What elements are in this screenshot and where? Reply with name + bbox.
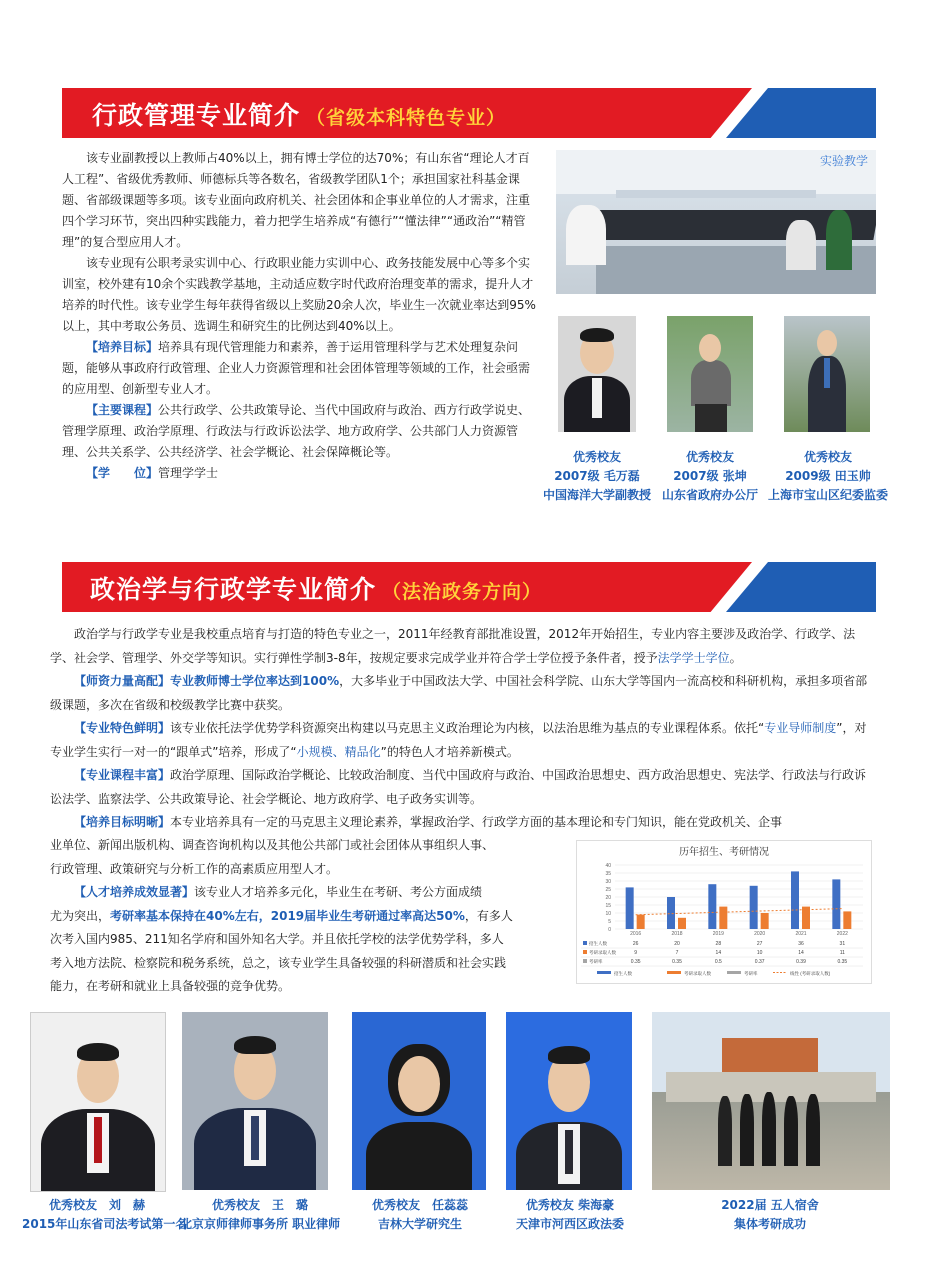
section2-intro: 政治学与行政学专业是我校重点培育与打造的特色专业之一，2011年经教育部批准设置，2012年开始招生，专业内容主要涉及政治学、行政学、法学、社会学、管理学、外交学等知识。实行弹性学制3-8年，按规定要求完成学业并符合学士学位授予条件者，授予法学学士学位。 <box>50 627 856 665</box>
alumni-caption-dorm: 2022届 五人宿舍 集体考研成功 <box>721 1198 819 1231</box>
admission-chart-svg <box>577 841 871 983</box>
chart-trendline <box>636 909 843 915</box>
chart-table-cell: 28 <box>715 941 722 947</box>
alumni-photo-zhang <box>667 316 753 432</box>
chart-bar-admitted <box>719 907 727 929</box>
goal-label: 【培养目标】 <box>86 340 159 354</box>
section1-degree <box>62 463 538 484</box>
alumni-caption-tian: 优秀校友 2009级 田玉帅 上海市宝山区纪委监委 <box>767 450 888 502</box>
chart-table-cell: 0.35 <box>837 959 848 965</box>
chart-ytick: 20 <box>605 895 611 901</box>
alumni-caption-chai: 优秀校友 柴海豪 天津市河西区政法委 <box>515 1198 624 1231</box>
chart-table-cell: 26 <box>632 941 639 947</box>
chart-legend-label: 线性 (考研录取人数) <box>790 971 831 976</box>
chart-ytick: 25 <box>605 887 611 893</box>
section2-results-line2: 尤为突出，考研率基本保持在40%左右，2019届毕业生考研通过率高达50%，有多人 <box>50 908 513 923</box>
chart-table-rowlabel: 考研录取人数 <box>589 950 616 955</box>
chart-bar-enrollment <box>708 884 716 929</box>
chart-bar-enrollment <box>791 871 799 929</box>
chart-table-cell: 0.35 <box>672 959 682 965</box>
chart-table-cell: 11 <box>839 950 845 956</box>
chart-table-rowlabel: 招生人数 <box>589 941 607 946</box>
chart-xtick: 2019 <box>712 931 724 937</box>
section2-banner <box>62 562 876 612</box>
admission-chart <box>576 840 872 984</box>
section1-banner <box>62 88 876 138</box>
section2-courses: 【专业课程丰富】政治学原理、国际政治学概论、比较政治制度、当代中国政府与政治、中国政治思想史、西方政治思想史、宪法学、行政法与行政诉讼法学、监察法学、公共政策导论、社会学概论、地方政府学、电子政务实训等。 <box>50 768 867 806</box>
alumni-photo-mao <box>558 316 636 432</box>
alumni-caption-wang: 优秀校友 王 璐 北京京师律师事务所 职业律师 <box>180 1198 341 1231</box>
chart-ytick: 0 <box>608 927 611 933</box>
chart-table-cell: 31 <box>839 941 846 947</box>
section2-title: 政治学与行政学专业简介 （法治政务方向） <box>90 575 543 604</box>
chart-table-swatch <box>583 950 587 954</box>
chart-table-cell: 27 <box>756 941 763 947</box>
alumni-photo-chai <box>506 1012 632 1190</box>
alumni-photo-ren <box>352 1012 486 1190</box>
chart-table-cell: 14 <box>798 950 804 956</box>
section2-subtitle: （法治政务方向） <box>382 581 543 603</box>
chart-xtick: 2018 <box>671 931 683 937</box>
chart-ytick: 10 <box>605 911 611 917</box>
alumni-photo-tian <box>784 316 870 432</box>
section2-body-left <box>50 834 570 999</box>
chart-ytick: 35 <box>605 871 611 877</box>
degree-text: 管理学学士 <box>158 466 219 480</box>
alumni-caption-mao: 优秀校友 2007级 毛万磊 中国海洋大学副教授 <box>542 450 651 502</box>
course-label: 【主要课程】 <box>86 403 159 417</box>
dorm-group-photo <box>652 1012 890 1190</box>
chart-table-cell: 14 <box>715 950 722 956</box>
chart-bar-enrollment <box>626 887 634 929</box>
chart-xtick: 2021 <box>795 931 807 937</box>
section2-feature: 【专业特色鲜明】该专业依托法学优势学科资源突出构建以马克思主义政治理论为内核，以法治思维为基点的专业课程体系。依托“专业导师制度”，对专业学生实行一对一的“跟单式”培养，形成了“小规模、精品化”的特色人才培养新模式。 <box>50 721 867 759</box>
chart-table-cell: 36 <box>798 941 804 947</box>
alumni-photo-wang <box>182 1012 328 1190</box>
chart-table-rowlabel: 考研率 <box>589 959 603 964</box>
chart-table-cell: 0.5 <box>714 959 722 965</box>
chart-table-cell: 9 <box>634 950 638 956</box>
course-text: 公共行政学、公共政策导论、当代中国政府与政治、西方行政学说史、管理学原理、政治学原理、行政法与行政诉讼法学、地方政府学、公共部门人力资源管理、公共关系学、公共经济学、社会学概论、社会保障概论等。 <box>62 403 531 459</box>
chart-ytick: 30 <box>605 879 611 885</box>
chart-bar-enrollment <box>667 897 675 929</box>
section1-para2: 该专业现有公职考录实训中心、行政职业能力实训中心、政务技能发展中心等多个实训室，校外建有10余个实践教学基地，主动适应数字时代政府治理变革的需求，提升人才培养的时代性。该专业学生每年获得省级以上奖励20余人次，毕业生一次就业率达到95%以上，其中考取公务员、选调生和研究生的比例达到40%以上。 <box>62 256 536 333</box>
chart-bar-enrollment <box>832 879 840 929</box>
banner-blue-bar <box>726 562 876 612</box>
section1-body <box>62 148 538 484</box>
banner-blue-bar <box>726 88 876 138</box>
section2-results-line4: 考入地方法院、检察院和税务系统，总之，该专业学生具备较强的科研潜质和社会实践 <box>50 955 507 970</box>
chart-table-cell: 0.35 <box>630 959 641 965</box>
chart-bar-admitted <box>637 915 645 929</box>
alumni-caption-zhang: 优秀校友 2007级 张坤 山东省政府办公厅 <box>661 450 758 502</box>
section2-goal-line2: 业单位、新闻出版机构、调查咨询机构以及其他公共部门或社会团体从事组织人事、 <box>50 838 495 852</box>
alumni-caption-liu: 优秀校友 刘 赫 2015年山东省司法考试第一名 <box>22 1198 188 1231</box>
chart-legend-label: 考研录取人数 <box>684 971 711 976</box>
chart-legend-swatch <box>727 971 741 974</box>
section2-results-line3: 次考入国内985、211知名学府和国外知名大学。并且依托学校的法学优势学科，多人 <box>50 932 504 946</box>
chart-xtick: 2022 <box>836 931 848 937</box>
chart-legend-label: 招生人数 <box>614 971 632 976</box>
chart-legend-swatch <box>667 971 681 974</box>
section1-para1: 该专业副教授以上教师占40%以上，拥有博士学位的达70%；有山东省“理论人才百人工程”、省级优秀教师、师德标兵等各数名，省级教学团队1个；承担国家社科基金课题、省部级课题等多项。该专业面向政府机关、社会团体和企事业单位的人才需求，注重四个学习环节，突出四种实践能力，着力把学生培养成“有德行”“懂法律”“通政治”“精管理”的复合型应用人才。 <box>62 151 531 249</box>
chart-legend-swatch <box>597 971 611 974</box>
section2-results-line1: 【人才培养成效显著】该专业人才培养多元化，毕业生在考研、考公方面成绩 <box>74 885 483 899</box>
chart-table-cell: 20 <box>674 941 680 947</box>
chart-table-cell: 10 <box>756 950 763 956</box>
section2-results-line5: 能力，在考研和就业上具备较强的竞争优势。 <box>50 979 291 993</box>
section2-body <box>50 623 876 835</box>
chart-ytick: 40 <box>605 863 611 869</box>
chart-table-cell: 0.37 <box>754 959 765 965</box>
chart-table-swatch <box>583 941 587 945</box>
chart-bar-admitted <box>761 913 769 929</box>
chart-xtick: 2020 <box>754 931 766 937</box>
chart-table-swatch <box>583 959 587 963</box>
chart-table-cell: 0.39 <box>796 959 806 965</box>
section1-title: 行政管理专业简介 （省级本科特色专业） <box>92 101 507 130</box>
chart-title: 历年招生、考研情况 <box>679 847 769 858</box>
section2-goal-line1: 【培养目标明晰】本专业培养具有一定的马克思主义理论素养，掌握政治学、行政学方面的基本理论和专门知识，能在党政机关、企事 <box>74 815 783 829</box>
degree-label: 【学 位】 <box>86 466 159 480</box>
section2-faculty: 【师资力量高配】专业教师博士学位率达到100%，大多毕业于中国政法大学、中国社会科学院、山东大学等国内一流高校和科研机构，承担多项省部级课题，多次在省级和校级教学比赛中获奖。 <box>50 674 868 712</box>
lab-teaching-photo <box>556 150 876 294</box>
chart-bar-enrollment <box>750 886 758 929</box>
chart-table-cell: 7 <box>675 950 679 956</box>
chart-bar-admitted <box>843 911 851 929</box>
alumni-photo-liu <box>30 1012 166 1192</box>
section1-course <box>62 400 538 463</box>
section2-goal-line3: 行政管理、政策研究与分析工作的高素质应用型人才。 <box>50 861 339 876</box>
chart-bar-admitted <box>678 918 686 929</box>
chart-ytick: 5 <box>608 919 611 925</box>
goal-text: 培养具有现代管理能力和素养，善于运用管理科学与艺术处理复杂问题，能够从事政府行政管理、企业人力资源管理和社会团体管理等领域的工作，社会亟需的应用型、创新型专业人才。 <box>62 340 531 396</box>
chart-ytick: 15 <box>605 903 611 909</box>
chart-legend-label: 考研率 <box>744 971 758 976</box>
section1-subtitle: （省级本科特色专业） <box>306 107 507 129</box>
alumni-caption-ren: 优秀校友 任蕊蕊 吉林大学研究生 <box>371 1198 468 1231</box>
chart-xtick: 2016 <box>630 931 642 937</box>
section1-goal <box>62 337 538 400</box>
lab-photo-label: 实验教学 <box>819 154 868 168</box>
